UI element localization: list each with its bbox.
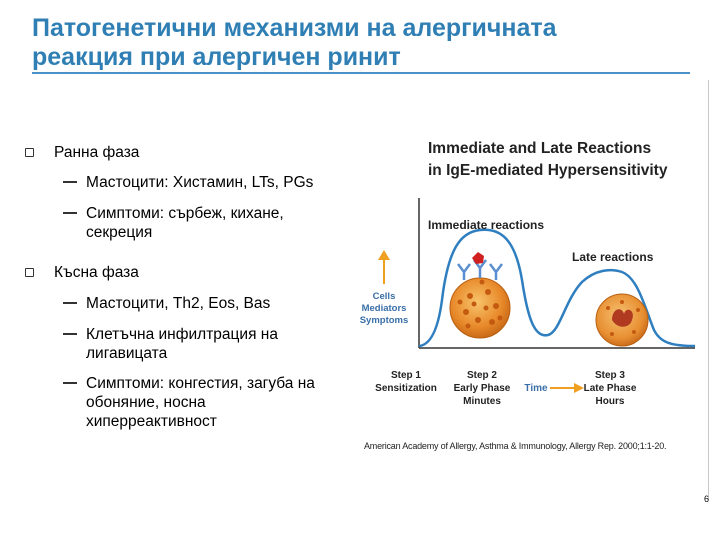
allergen-icon [472, 252, 484, 264]
step3-unit: Hours [595, 396, 625, 407]
bullet-late-symptoms-2: обоняние, носна [86, 394, 206, 411]
step2-sublabel: Early Phase [453, 383, 511, 394]
square-bullet-icon [25, 268, 34, 277]
y-label-cells: Cells [372, 291, 396, 302]
slide-frame-line [708, 80, 709, 500]
bullet-late-infiltration-2: лигавицата [86, 345, 168, 362]
title-underline [32, 72, 690, 74]
eosinophil-cell-icon [596, 294, 648, 346]
bullet-late-phase: Късна фаза [54, 264, 139, 281]
hypersensitivity-diagram [350, 180, 700, 420]
dash-bullet-icon [63, 302, 77, 304]
figure-title-line-1: Immediate and Late Reactions [428, 140, 652, 157]
bullet-late-symptoms-1: Симптоми: конгестия, загуба на [86, 375, 315, 392]
bullet-late-symptoms-3: хиперреактивност [86, 413, 217, 430]
dash-bullet-icon [63, 382, 77, 384]
late-reactions-label: Late reactions [572, 250, 654, 264]
page-number: 6 [704, 494, 710, 504]
title-line-2: реакция при алергичен ринит [32, 43, 401, 71]
step1-sublabel: Sensitization [375, 383, 437, 394]
bullet-early-symptoms-1: Симптоми: сърбеж, кихане, [86, 205, 284, 222]
dash-bullet-icon [63, 181, 77, 183]
step2-label: Step 2 [466, 370, 498, 381]
step3-label: Step 3 [594, 370, 626, 381]
figure-title-line-2: in IgE-mediated Hypersensitivity [428, 162, 668, 179]
square-bullet-icon [25, 148, 34, 157]
time-arrow-icon [550, 383, 584, 393]
figure-title [428, 138, 667, 182]
step1-label: Step 1 [390, 370, 422, 381]
figure-reference: American Academy of Allergy, Asthma & Immunology, Allergy Rep. 2000;1:1-20. [364, 441, 667, 451]
y-label-symptoms: Symptoms [359, 315, 409, 326]
time-label: Time [524, 383, 548, 394]
title-line-1: Патогенетични механизми на алергичната [32, 14, 557, 42]
immediate-reactions-label: Immediate reactions [428, 218, 545, 232]
step2-unit: Minutes [463, 396, 501, 407]
mast-cell-icon [450, 278, 510, 338]
bullet-late-infiltration-1: Клетъчна инфилтрация на [86, 326, 278, 343]
bullet-early-phase: Ранна фаза [54, 144, 140, 161]
y-label-mediators: Mediators [361, 303, 407, 314]
up-arrow-icon [378, 250, 390, 284]
step3-sublabel: Late Phase [583, 383, 637, 394]
dash-bullet-icon [63, 333, 77, 335]
bullet-early-symptoms-2: секреция [86, 224, 153, 241]
bullet-early-cells: Мастоцити: Хистамин, LTs, PGs [86, 174, 314, 191]
dash-bullet-icon [63, 212, 77, 214]
bullet-late-cells: Мастоцити, Th2, Eos, Bas [86, 295, 271, 312]
slide-title [32, 14, 692, 72]
